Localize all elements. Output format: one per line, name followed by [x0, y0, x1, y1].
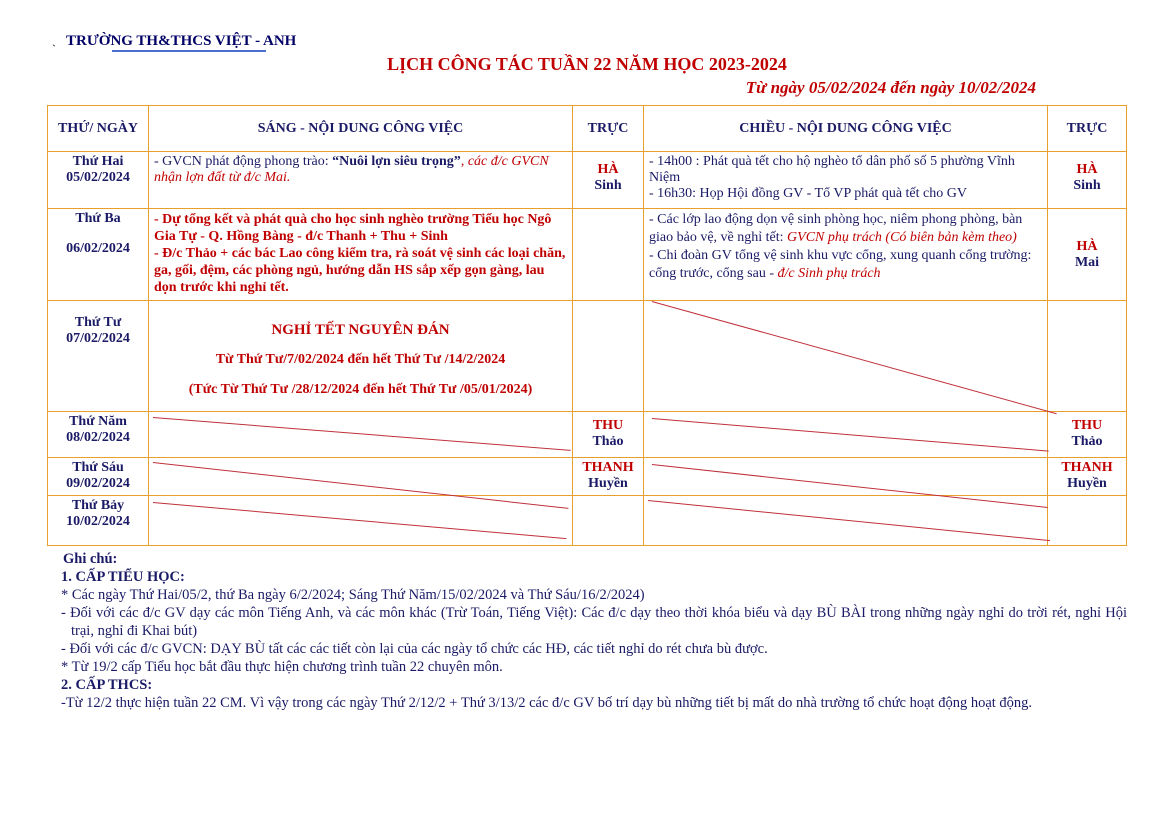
morning-cell: - GVCN phát động phong trào: “Nuôi lợn siêu trọng”, các đ/c GVCN nhận lợn đất từ đ/c Mai. [149, 152, 573, 209]
day-cell: Thứ Năm 08/02/2024 [48, 412, 149, 458]
row-tuesday [48, 209, 1127, 301]
morning-cell [149, 412, 573, 458]
strike-line [652, 301, 1057, 414]
row-wednesday [48, 301, 1127, 412]
duty-pm-cell: THANH Huyền [1048, 458, 1127, 496]
duty-am-cell [573, 209, 644, 301]
row-saturday [48, 496, 1127, 546]
duty-pm-cell: HÀ Sinh [1048, 152, 1127, 209]
col-afternoon-header: CHIỀU - NỘI DUNG CÔNG VIỆC [644, 106, 1048, 152]
afternoon-cell [644, 496, 1048, 546]
notes-item: * Các ngày Thứ Hai/05/2, thứ Ba ngày 6/2/2024; Sáng Thứ Năm/15/02/2024 và Thứ Sáu/16/2/2024) [61, 587, 645, 603]
notes-section [63, 550, 1127, 712]
strike-line [153, 502, 567, 539]
duty-am-cell [573, 301, 644, 412]
col-duty-am-header: TRỰC [573, 106, 644, 152]
duty-am-cell: THANH Huyền [573, 458, 644, 496]
notes-item: -Từ 12/2 thực hiện tuần 22 CM. Vì vậy trong các ngày Thứ 2/12/2 + Thứ 3/13/2 các đ/c GV bố trí dạy bù những tiết bị mất do nhà trường tổ chức hoạt động hoạt động. [61, 695, 1033, 711]
page-title: LỊCH CÔNG TÁC TUẦN 22 NĂM HỌC 2023-2024 [387, 54, 787, 74]
strike-line [648, 500, 1050, 541]
col-day-header: THỨ/ NGÀY [48, 106, 149, 152]
notes-item: - Đối với các đ/c GVCN: DẠY BÙ tất các các tiết còn lại của các ngày tổ chức các HĐ, các tiết nghỉ do rét chưa bù được. [61, 641, 768, 657]
afternoon-cell: - 14h00 : Phát quà tết cho hộ nghèo tổ dân phố số 5 phường Vĩnh Niệm - 16h30: Họp Hội đồng GV - Tổ VP phát quà tết cho GV [644, 152, 1048, 209]
duty-pm-cell: THU Thảo [1048, 412, 1127, 458]
row-monday [48, 152, 1127, 209]
strike-line [652, 418, 1049, 452]
notes-sec2-title: 2. CẤP THCS: [61, 677, 153, 693]
morning-cell [149, 496, 573, 546]
day-cell: Thứ Hai 05/02/2024 [48, 152, 149, 209]
day-cell: Thứ Sáu 09/02/2024 [48, 458, 149, 496]
duty-pm-cell [1048, 496, 1127, 546]
afternoon-cell [644, 301, 1048, 412]
col-morning-header: SÁNG - NỘI DUNG CÔNG VIỆC [149, 106, 573, 152]
notes-label: Ghi chú: [63, 551, 118, 567]
day-cell: Thứ Tư 07/02/2024 [48, 301, 149, 412]
schedule-table [47, 105, 1127, 546]
duty-pm-cell [1048, 301, 1127, 412]
afternoon-cell: - Các lớp lao động dọn vệ sinh phòng học, niêm phong phòng, bàn giao bảo vệ, về nghỉ tết: GVCN phụ trách (Có biên bản kèm theo) - Chi đoàn GV tổng vệ sinh khu vực cổng, xung quanh cổng trường: cổng trước, cổng sau - đ/c Sinh phụ trách [644, 209, 1048, 301]
notes-item: * Từ 19/2 cấp Tiểu học bắt đầu thực hiện chương trình tuần 22 chuyên môn. [61, 659, 503, 675]
stray-mark: ` [52, 42, 56, 56]
row-friday [48, 458, 1127, 496]
notes-item: - Đối với các đ/c GV dạy các môn Tiếng Anh, và các môn khác (Trừ Toán, Tiếng Việt): Các đ/c dạy theo thời khóa biểu và dạy BÙ BÀI trong những ngày nghỉ do trời rét, nghỉ Hội trại, nghỉ đi Khai bút) [61, 605, 1127, 639]
morning-cell: - Dự tổng kết và phát quà cho học sinh nghèo trường Tiểu học Ngô Gia Tự - Q. Hồng Bàng - đ/c Thanh + Thu + Sinh - Đ/c Thảo + các bác Lao công kiểm tra, rà soát vệ sinh các loại chăn, ga, gối, đệm, các phòng ngủ, hướng dẫn HS sắp xếp gọn gàng, lau dọn trước khi nghỉ tết. [149, 209, 573, 301]
col-duty-pm-header: TRỰC [1048, 106, 1127, 152]
duty-pm-cell: HÀ Mai [1048, 209, 1127, 301]
day-cell: Thứ Ba 06/02/2024 [48, 209, 149, 301]
day-cell: Thứ Bảy 10/02/2024 [48, 496, 149, 546]
header-row [48, 106, 1127, 152]
duty-am-cell: HÀ Sinh [573, 152, 644, 209]
afternoon-cell [644, 412, 1048, 458]
afternoon-cell [644, 458, 1048, 496]
duty-am-cell: THU Thảo [573, 412, 644, 458]
morning-cell [149, 458, 573, 496]
school-underline [112, 50, 266, 52]
morning-cell: NGHỈ TẾT NGUYÊN ĐÁN Từ Thứ Tư/7/02/2024 đến hết Thứ Tư /14/2/2024 (Tức Từ Thứ Tư /28/12/2024 đến hết Thứ Tư /05/01/2024) [149, 301, 573, 412]
date-range: Từ ngày 05/02/2024 đến ngày 10/02/2024 [745, 78, 1036, 97]
notes-sec1-title: 1. CẤP TIỂU HỌC: [61, 569, 185, 585]
school-name: TRƯỜNG TH&THCS VIỆT - ANH [66, 33, 296, 50]
strike-line [153, 417, 571, 451]
row-thursday [48, 412, 1127, 458]
duty-am-cell [573, 496, 644, 546]
